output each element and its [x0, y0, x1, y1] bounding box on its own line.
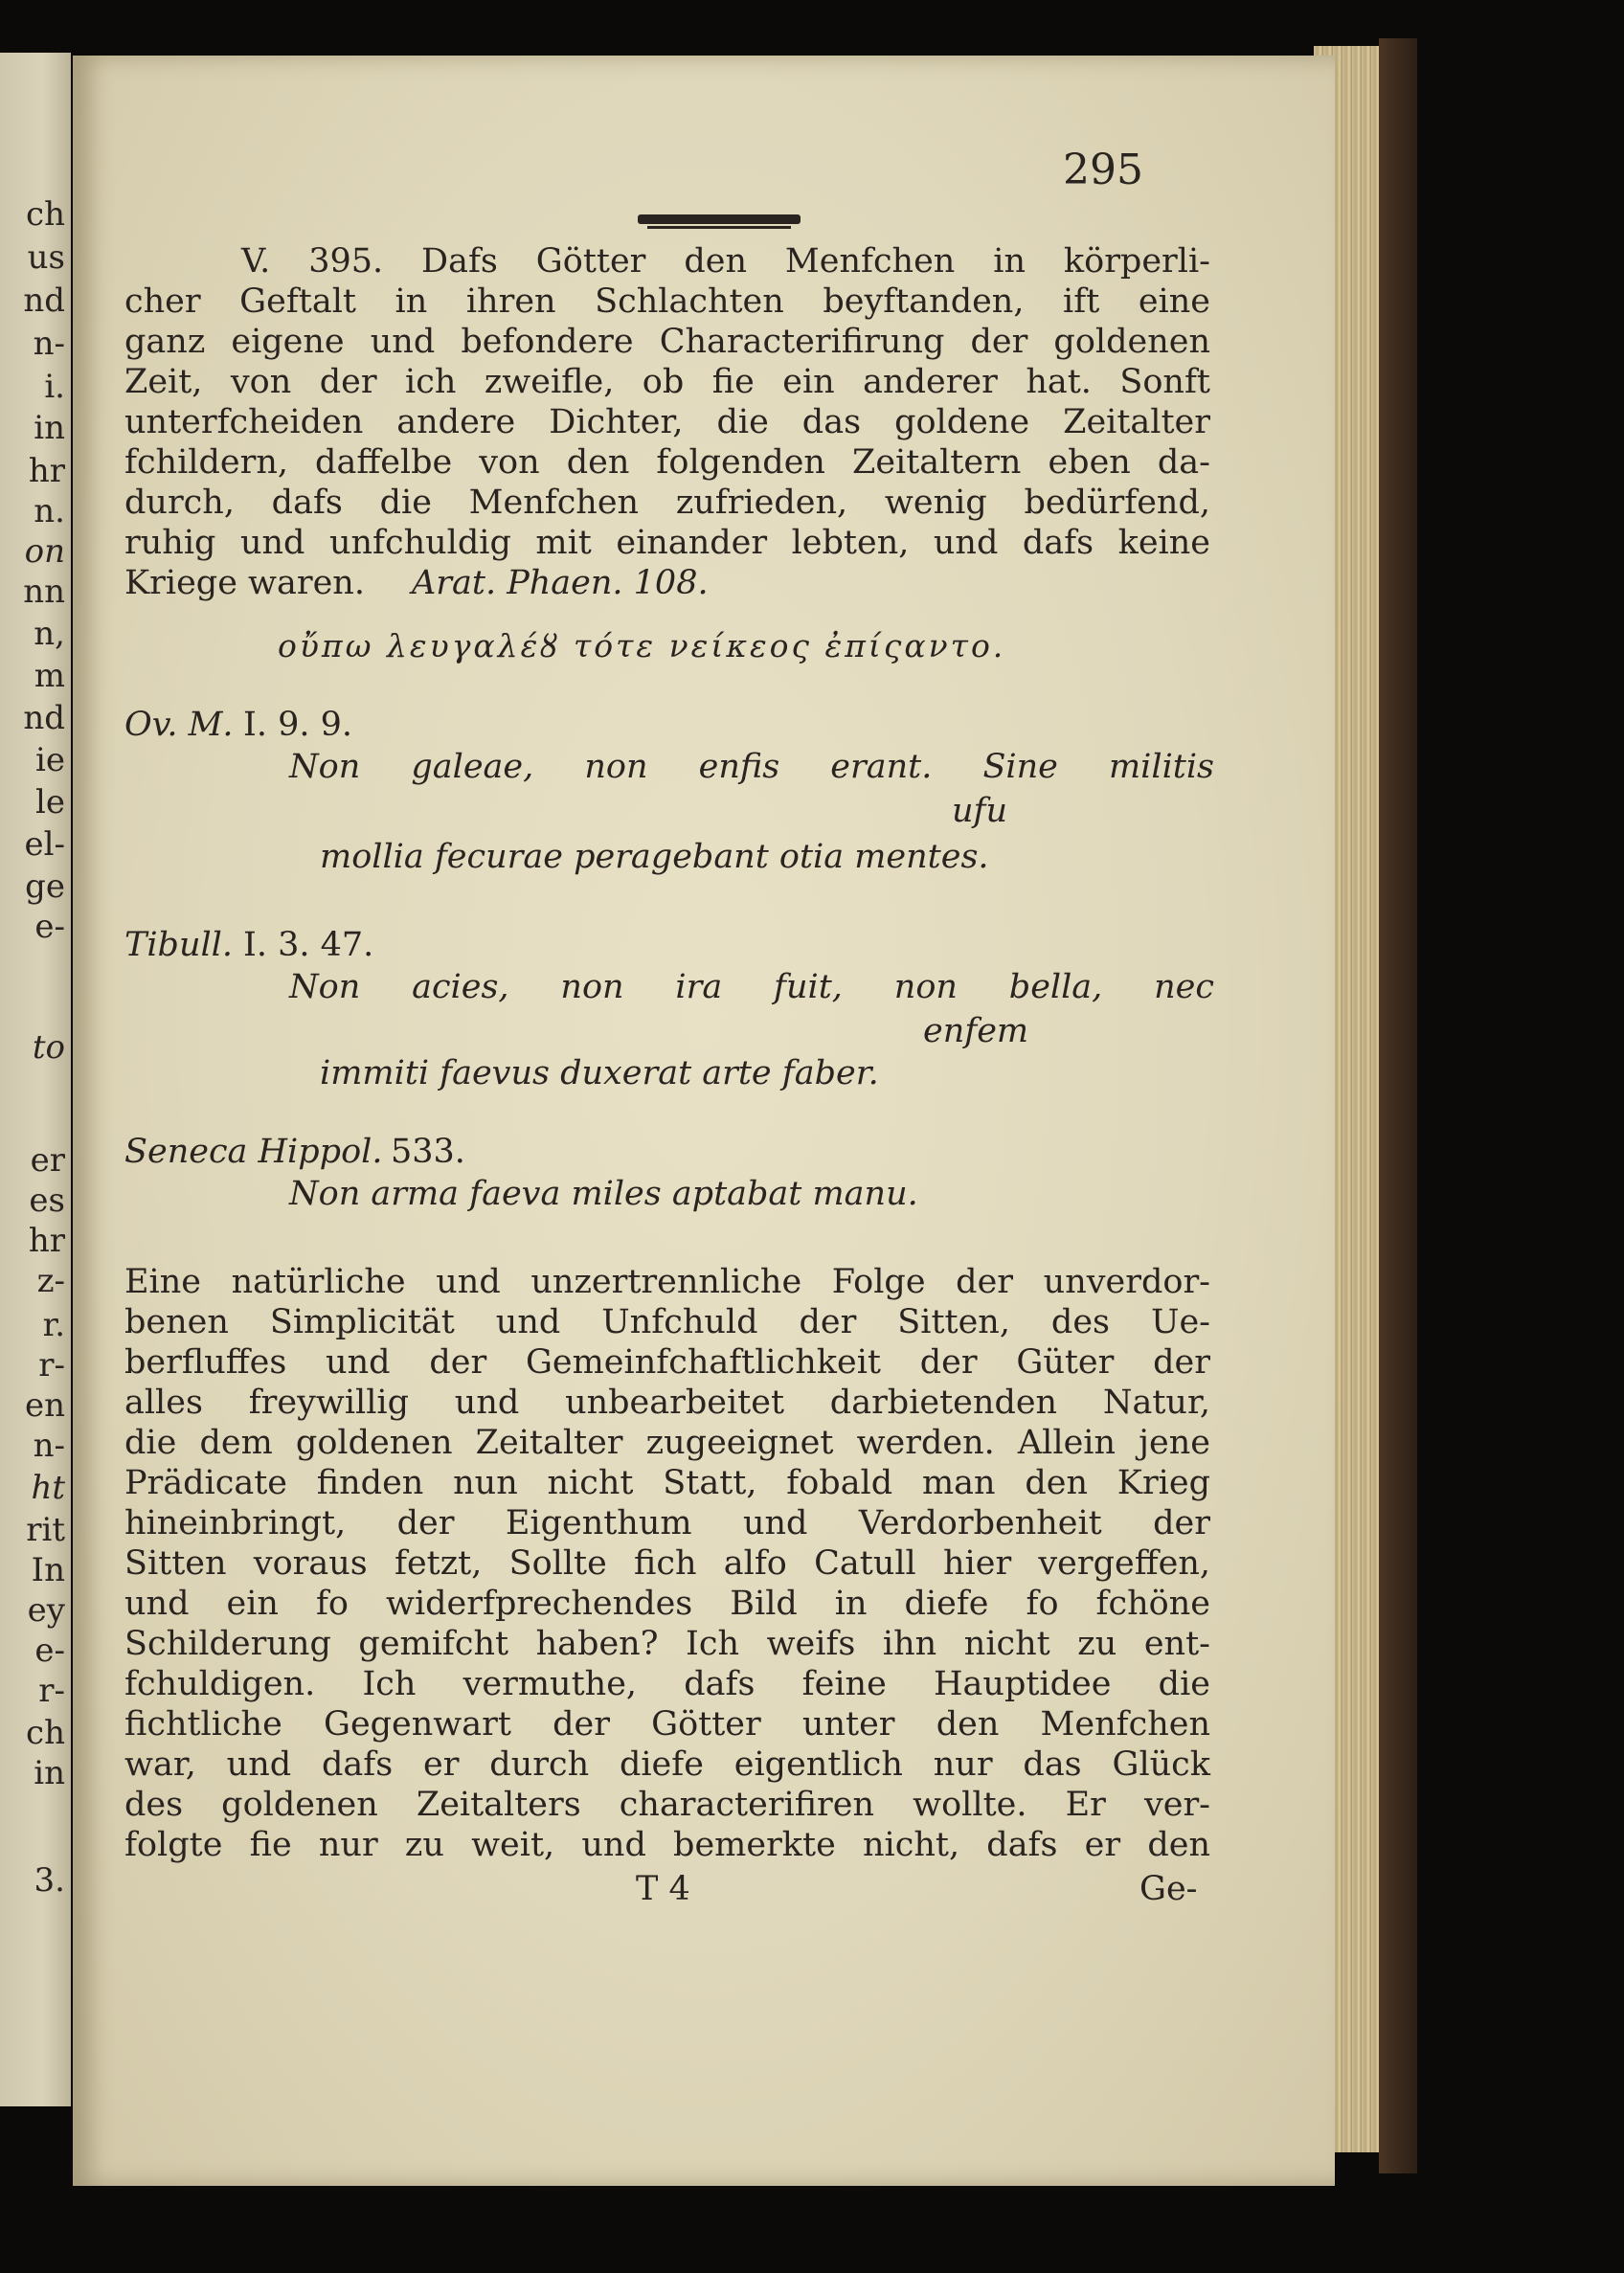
paragraph-1-line-1: V. 395. Dafs Götter den Menfchen in körperli- — [241, 242, 1210, 281]
previous-page-fragment-text: In — [31, 1551, 65, 1589]
header-ornament — [638, 214, 801, 224]
seneca-label: Seneca Hippol. — [124, 1133, 383, 1171]
book-cover-edge — [1379, 38, 1417, 2173]
previous-page-fragment-text: ch — [26, 195, 65, 234]
previous-page-fragment-text: ey — [27, 1591, 65, 1630]
previous-page-fragment-text: nd — [23, 699, 65, 737]
ovid-reference: I. 9. 9. — [243, 706, 352, 744]
previous-page-fragment-text: e- — [34, 908, 65, 946]
previous-page-fragment-text: r- — [38, 1672, 65, 1710]
ovid-line-1-continued: ufu — [952, 792, 1008, 830]
ovid-line-2: mollia fecurae peragebant otia mentes. — [320, 838, 989, 876]
tibull-line-1-continued: enfem — [923, 1012, 1029, 1050]
paragraph-2-line-13: war, und dafs er durch diefe eigentlich nur das Glück — [124, 1745, 1210, 1784]
previous-page-fragment-text: m — [34, 657, 65, 695]
tibull-reference: I. 3. 47. — [243, 926, 374, 964]
previous-page-fragment-text: e- — [34, 1632, 65, 1670]
previous-page-fragment-text: n. — [34, 492, 65, 530]
page-number: 295 — [1063, 146, 1143, 194]
paragraph-1-line-3: ganz eigene und befondere Characterifirung der goldenen — [124, 323, 1210, 361]
paragraph-1-line-5: unterfcheiden andere Dichter, die das goldene Zeitalter — [124, 403, 1210, 441]
catchword: Ge- — [1139, 1870, 1198, 1908]
previous-page-fragment-text: es — [29, 1182, 65, 1220]
paragraph-2-line-9: und ein fo widerfprechendes Bild in diefe fo fchöne — [124, 1585, 1210, 1623]
previous-page-fragment-text: nn — [23, 573, 65, 611]
ovid-label: Ov. M. — [124, 706, 234, 744]
paragraph-1-line-8: ruhig und unfchuldig mit einander lebten, und dafs keine — [124, 524, 1210, 562]
previous-page-fragment-text: on — [24, 532, 65, 571]
previous-page-fragment-text: r. — [42, 1306, 65, 1344]
paragraph-2-line-3: berfluffes und der Gemeinfchaftlichkeit der Güter der — [124, 1343, 1210, 1382]
paragraph-2-line-8: Sitten voraus fetzt, Sollte fich alfo Catull hier vergeffen, — [124, 1544, 1210, 1583]
previous-page-fragment-text: hr — [28, 452, 65, 490]
previous-page-fragment-text: er — [30, 1141, 65, 1180]
previous-page-fragment-text: hr — [28, 1222, 65, 1260]
greek-quote: οὔπω λευγαλέȣ τότε νείκεος ἐπίςαντο. — [278, 627, 1006, 664]
previous-page-fragment-text: n- — [33, 325, 65, 363]
paragraph-2-line-15: folgte fie nur zu weit, und bemerkte nicht, dafs er den — [124, 1826, 1210, 1864]
paragraph-2-line-5: die dem goldenen Zeitalter zugeeignet werden. Allein jene — [124, 1424, 1210, 1462]
paragraph-2-line-2: benen Simplicität und Unfchuld der Sitten, des Ue- — [124, 1303, 1210, 1341]
previous-page-fragment-text: ht — [31, 1469, 65, 1507]
previous-page-fragment-text: ie — [35, 741, 65, 779]
aratus-reference: Arat. Phaen. 108. — [412, 564, 709, 602]
paragraph-1-line-7: durch, dafs die Menfchen zufrieden, wenig bedürfend, — [124, 484, 1210, 522]
tibull-label: Tibull. — [124, 926, 233, 964]
paragraph-2-line-14: des goldenen Zeitalters characterifiren wollte. Er ver- — [124, 1786, 1210, 1824]
previous-page-fragment-text: to — [32, 1028, 65, 1067]
previous-page-fragment-text: n- — [33, 1427, 65, 1465]
previous-page-fragment-text: le — [35, 783, 65, 821]
paragraph-1-line-2: cher Geftalt in ihren Schlachten beyftanden, ift eine — [124, 282, 1210, 321]
previous-page-fragment-text: 3. — [34, 1861, 65, 1900]
paragraph-2-line-6: Prädicate finden nun nicht Statt, fobald man den Krieg — [124, 1464, 1210, 1502]
previous-page-fragment-text: nd — [23, 281, 65, 320]
previous-page-fragment-text: in — [34, 1754, 65, 1792]
paragraph-1-line-9: Kriege waren. — [124, 564, 365, 602]
previous-page-fragment-text: z- — [36, 1262, 65, 1300]
previous-page-fragment-text: en — [24, 1386, 65, 1425]
tibull-line-2: immiti faevus duxerat arte faber. — [320, 1054, 879, 1092]
previous-page-fragment — [0, 53, 71, 2106]
seneca-reference: 533. — [391, 1133, 465, 1171]
seneca-line: Non arma faeva miles aptabat manu. — [289, 1175, 918, 1213]
previous-page-fragment-text: ch — [26, 1714, 65, 1752]
paragraph-2-line-11: fchuldigen. Ich vermuthe, dafs feine Hauptidee die — [124, 1665, 1210, 1703]
paragraph-1-line-4: Zeit, von der ich zweifle, ob fie ein anderer hat. Sonft — [124, 363, 1210, 401]
paragraph-2-line-7: hineinbringt, der Eigenthum und Verdorbenheit der — [124, 1504, 1210, 1542]
previous-page-fragment-text: rit — [26, 1511, 65, 1549]
ovid-line-1: Non galeae, non enfis erant. Sine militis — [289, 748, 1214, 786]
paragraph-2-line-1: Eine natürliche und unzertrennliche Folge der unverdor- — [124, 1263, 1210, 1301]
book-page — [73, 56, 1335, 2186]
tibull-line-1: Non acies, non ira fuit, non bella, nec — [289, 968, 1214, 1006]
previous-page-fragment-text: el- — [24, 825, 65, 864]
paragraph-2-line-10: Schilderung gemifcht haben? Ich weifs ihn nicht zu ent- — [124, 1625, 1210, 1663]
previous-page-fragment-text: ge — [25, 867, 65, 906]
paragraph-1-line-6: fchildern, daffelbe von den folgenden Zeitaltern eben da- — [124, 443, 1210, 482]
signature-mark: T 4 — [636, 1870, 690, 1908]
previous-page-fragment-text: n, — [34, 615, 65, 653]
previous-page-fragment-text: us — [27, 238, 65, 277]
paragraph-2-line-12: fichtliche Gegenwart der Götter unter den Menfchen — [124, 1705, 1210, 1744]
previous-page-fragment-text: i. — [44, 368, 65, 406]
paragraph-2-line-4: alles freywillig und unbearbeitet darbietenden Natur, — [124, 1384, 1210, 1422]
previous-page-fragment-text: r- — [38, 1346, 65, 1384]
previous-page-fragment-text: in — [34, 409, 65, 447]
